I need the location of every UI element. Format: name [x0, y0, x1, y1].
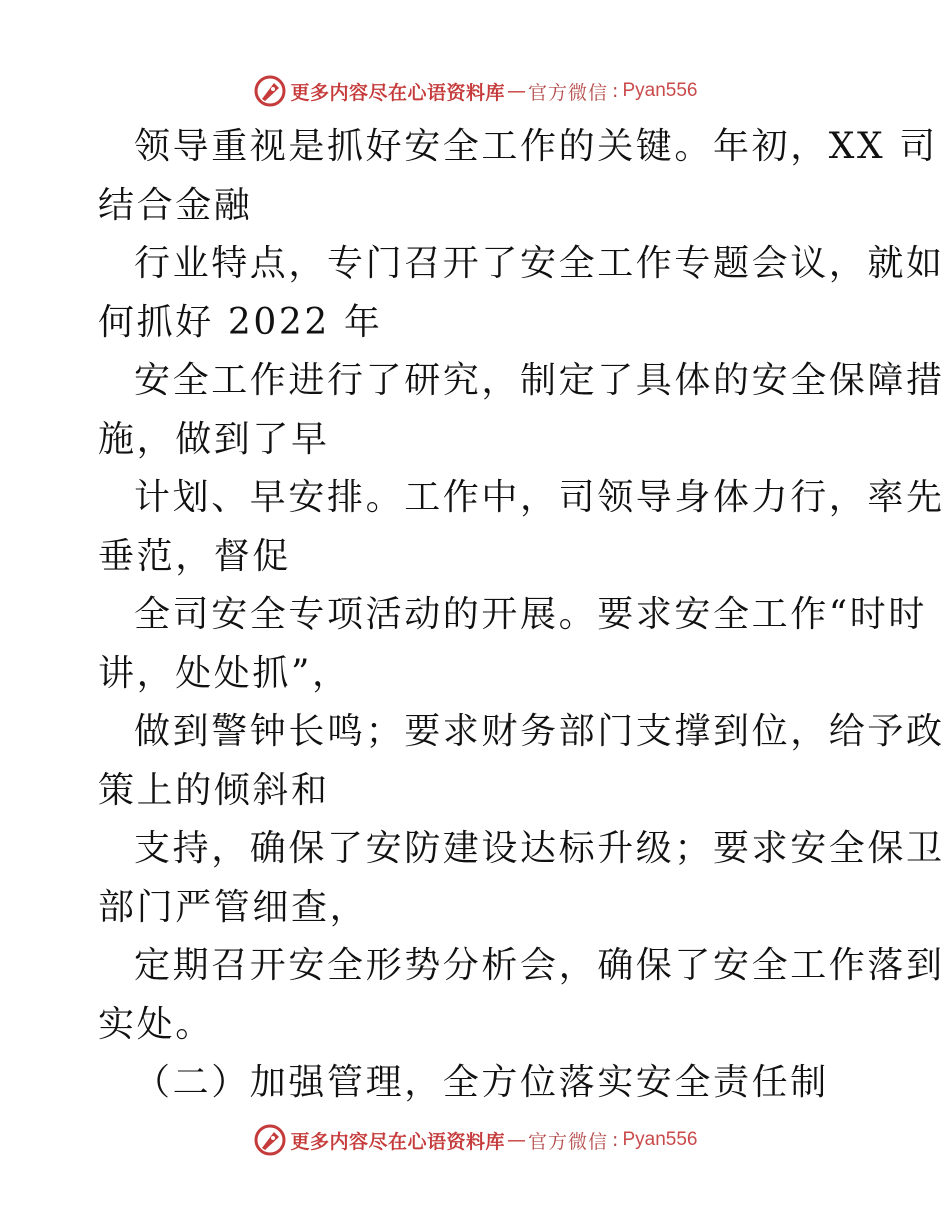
- footer-banner-dash: —: [507, 1129, 527, 1151]
- paragraph-line: 结合金融: [98, 184, 253, 226]
- paragraph-line: 何抓好 2022 年: [98, 301, 383, 343]
- pen-nib-logo-icon: [253, 1123, 287, 1157]
- footer-banner-official: 官方微信: [528, 1130, 609, 1153]
- header-banner-dash: —: [507, 80, 527, 102]
- paragraph-line: 讲，处处抓”，: [98, 652, 351, 694]
- section-heading: （二）加强管理，全方位落实安全责任制: [134, 1062, 829, 1103]
- footer-banner-wechat-id: Pyan556: [622, 1129, 698, 1150]
- header-banner: [0, 71, 950, 111]
- paragraph-line: 垂范，督促: [98, 535, 292, 577]
- paragraph-line: 支持，确保了安防建设达标升级；要求安全保卫: [134, 828, 945, 869]
- paragraph-line: 部门严管细查，: [98, 886, 369, 928]
- header-banner-wechat-id: Pyan556: [622, 80, 698, 101]
- paragraph-line: 定期召开安全形势分析会，确保了安全工作落到: [134, 945, 945, 986]
- header-banner-separator: :: [612, 80, 619, 102]
- paragraph-line: 安全工作进行了研究，制定了具体的安全保障措: [134, 360, 945, 401]
- paragraph-line: 领导重视是抓好安全工作的关键。年初，XX 司: [134, 126, 938, 167]
- pen-nib-logo-icon: [253, 74, 287, 108]
- paragraph-line: 策上的倾斜和: [98, 769, 330, 811]
- footer-banner-text: 更多内容尽在心语资料库: [290, 1130, 506, 1153]
- header-banner-text: 更多内容尽在心语资料库: [290, 81, 506, 104]
- paragraph-line: 计划、早安排。工作中，司领导身体力行，率先: [134, 477, 945, 518]
- paragraph-line: 实处。: [98, 1003, 214, 1045]
- header-banner-official: 官方微信: [528, 81, 609, 104]
- footer-banner: [0, 1120, 950, 1160]
- paragraph-line: 施，做到了早: [98, 418, 330, 460]
- paragraph-line: 行业特点，专门召开了安全工作专题会议，就如: [134, 243, 945, 284]
- footer-banner-separator: :: [612, 1129, 619, 1151]
- paragraph-line: 全司安全专项活动的开展。要求安全工作“时时: [134, 594, 928, 635]
- paragraph-line: 做到警钟长鸣；要求财务部门支撑到位，给予政: [134, 711, 945, 752]
- document-body: [98, 118, 945, 1113]
